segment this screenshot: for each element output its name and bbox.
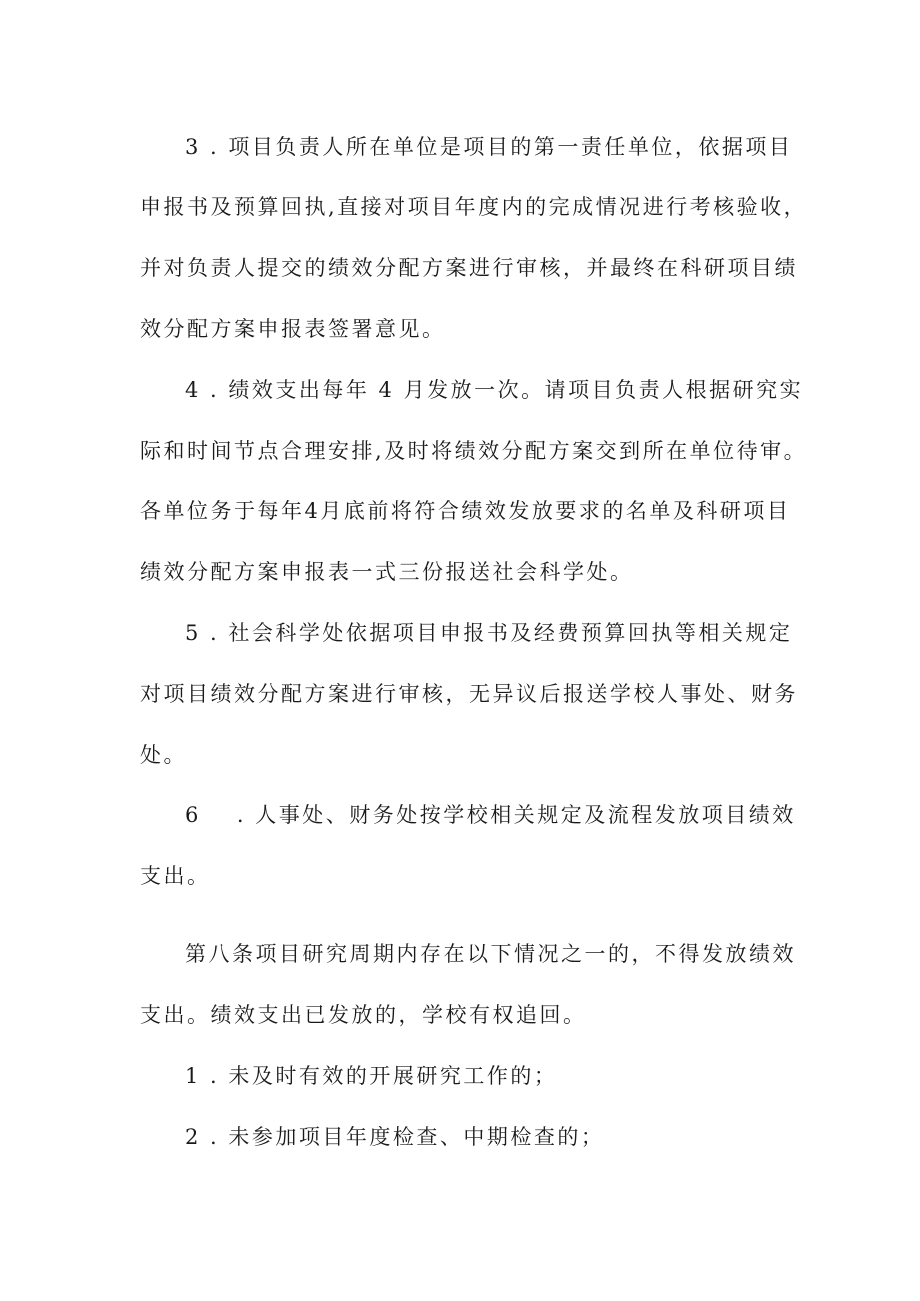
item-5-line-1: 5 . 社会科学处依据项目申报书及经费预算回执等相关规定 (185, 621, 793, 645)
item-6-line-2: 支出。 (140, 864, 211, 888)
item-3-line-4: 效分配方案申报表签署意见。 (140, 317, 446, 341)
article-8-line-2: 支出。绩效支出已发放的，学校有权追回。 (140, 1003, 587, 1027)
item-4-line-4: 绩效分配方案申报表一式三份报送社会科学处。 (140, 560, 634, 584)
item-6-line-1 (185, 801, 796, 829)
item-6-line-1-text: . 人事处、财务处按学校相关规定及流程发放项目绩效 (236, 803, 796, 827)
item-4-line-2: 际和时间节点合理安排,及时将绩效分配方案交到所在单位待审。 (140, 439, 808, 463)
item-5-line-2: 对项目绩效分配方案进行审核，无异议后报送学校人事处、财务 (140, 682, 798, 706)
item-4-line-3: 各单位务于每年4月底前将符合绩效发放要求的名单及科研项目 (140, 499, 791, 523)
sub-item-1: 1 . 未及时有效的开展研究工作的； (185, 1064, 558, 1088)
item-3-line-1: 3 . 项目负责人所在单位是项目的第一责任单位，依据项目 (185, 135, 793, 159)
article-8-line-1: 第八条项目研究周期内存在以下情况之一的，不得发放绩效 (185, 942, 796, 966)
item-4-line-1: 4 . 绩效支出每年 4 月发放一次。请项目负责人根据研究实 (185, 378, 804, 402)
item-6-number: 6 (185, 803, 201, 827)
item-3-line-3: 并对负责人提交的绩效分配方案进行审核，并最终在科研项目绩 (140, 256, 798, 280)
item-3-line-2: 申报书及预算回执,直接对项目年度内的完成情况进行考核验收， (140, 195, 808, 219)
item-5-line-3: 处。 (140, 743, 187, 767)
sub-item-2: 2 . 未参加项目年度检查、中期检查的； (185, 1125, 605, 1149)
